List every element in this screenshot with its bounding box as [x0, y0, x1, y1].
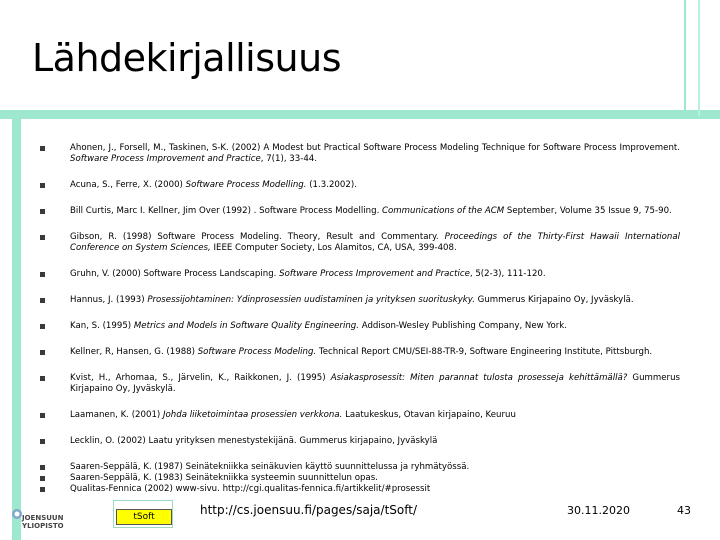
right-frame-line [684, 0, 686, 116]
reference-details: IEEE Computer Society, Los Alamitos, CA, USA, 399-408. [210, 243, 457, 253]
reference-item [40, 484, 680, 495]
reference-item [40, 232, 680, 254]
bullet-icon [40, 183, 45, 188]
bullet-icon [40, 235, 45, 240]
university-logo-text [22, 514, 64, 530]
reference-item [40, 143, 680, 165]
footer-date: 30.11.2020 [567, 504, 630, 517]
reference-details: (1.3.2002). [306, 180, 357, 190]
reference-text: Qualitas-Fennica (2002) www-sivu. http://cgi.qualitas-fennica.fi/artikkelit/#prosessit [70, 484, 431, 494]
slide-title: Lähdekirjallisuus [32, 36, 342, 80]
bullet-icon [40, 272, 45, 277]
reference-item [40, 373, 680, 395]
reference-source: Software Process Modeling. [197, 347, 317, 357]
tsoft-button[interactable]: tSoft [116, 509, 172, 525]
reference-details: , 7(1), 33-44. [260, 154, 318, 164]
reference-text: Bill Curtis, Marc I. Kellner, Jim Over (1992) . Software Process Modelling. [70, 206, 383, 216]
reference-item [40, 295, 680, 306]
reference-source: Asiakasprosessit: Miten parannat tulosta prosesseja kehittämällä? [330, 373, 628, 383]
reference-text: Gruhn, V. (2000) Software Process Landscaping. [70, 269, 280, 279]
reference-text: Gibson, R. (1998) Software Process Modeling. Theory, Result and Commentary. [70, 232, 445, 242]
reference-text: Hannus, J. (1993) [70, 295, 148, 305]
reference-source: Proceedings of the Thirty-First Hawaii International Conference on System Sciences, [70, 232, 680, 253]
reference-details: , 5(2-3), 111-120. [469, 269, 546, 279]
footer-url[interactable]: http://cs.joensuu.fi/pages/saja/tSoft/ [200, 503, 417, 517]
reference-source: Software Process Modelling. [185, 180, 307, 190]
bullet-icon [40, 324, 45, 329]
reference-list [40, 143, 680, 495]
logo-line-2: YLIOPISTO [22, 522, 64, 530]
reference-source: Metrics and Models in Software Quality Engineering. [133, 321, 359, 331]
left-accent-bar [12, 110, 21, 540]
reference-item [40, 462, 680, 473]
reference-text: Kan, S. (1995) [70, 321, 134, 331]
reference-text: Kellner, R, Hansen, G. (1988) [70, 347, 198, 357]
reference-item [40, 473, 680, 484]
bullet-icon [40, 298, 45, 303]
top-accent-bar [0, 110, 720, 119]
reference-item [40, 347, 680, 358]
reference-details: Gummerus Kirjapaino Oy, Jyväskylä. [70, 373, 681, 394]
bullet-icon [40, 476, 45, 481]
reference-text: Lecklin, O. (2002) Laatu yrityksen menestystekijänä. Gummerus kirjapaino, Jyväskylä [70, 436, 438, 446]
reference-source: Johda liiketoimintaa prosessien verkkona. [163, 410, 343, 420]
reference-item [40, 436, 680, 447]
reference-details: September, Volume 35 Issue 9, 75-90. [504, 206, 672, 216]
logo-line-1: JOENSUUN [22, 514, 64, 522]
reference-text: Laamanen, K. (2001) [70, 410, 164, 420]
reference-text: Acuna, S., Ferre, X. (2000) [70, 180, 186, 190]
reference-source: Prosessijohtaminen: Ydinprosessien uudistaminen ja yrityksen suorituskyky. [147, 295, 475, 305]
reference-text: Saaren-Seppälä, K. (1987) Seinätekniikka seinäkuvien käyttö suunnittelussa ja ryhmätyössä. [70, 462, 470, 472]
bullet-icon [40, 209, 45, 214]
bullet-icon [40, 413, 45, 418]
reference-source: Software Process Improvement and Practice [70, 154, 261, 164]
bullet-icon [40, 350, 45, 355]
reference-text: Kvist, H., Arhomaa, S., Järvelin, K., Raikkonen, J. (1995) [70, 373, 331, 383]
reference-source: Communications of the ACM [382, 206, 505, 216]
reference-item [40, 321, 680, 332]
right-frame-line-outer [698, 0, 700, 116]
bullet-icon [40, 146, 45, 151]
reference-item [40, 180, 680, 191]
bullet-icon [40, 487, 45, 492]
reference-item [40, 269, 680, 280]
reference-details: Addison-Wesley Publishing Company, New York. [358, 321, 568, 331]
page-number: 43 [677, 504, 691, 517]
reference-text: Ahonen, J., Forsell, M., Taskinen, S-K. (2002) A Modest but Practical Software Process Modeling Technique for Software Process Improvement. [70, 143, 680, 153]
bullet-icon [40, 376, 45, 381]
reference-item [40, 206, 680, 217]
reference-details: Laatukeskus, Otavan kirjapaino, Keuruu [342, 410, 516, 420]
reference-item [40, 410, 680, 421]
bullet-icon [40, 439, 45, 444]
reference-details: Gummerus Kirjapaino Oy, Jyväskylä. [474, 295, 634, 305]
reference-text: Saaren-Seppälä, K. (1983) Seinätekniikka systeemin suunnittelun opas. [70, 473, 378, 483]
reference-source: Software Process Improvement and Practice [279, 269, 470, 279]
reference-details: Technical Report CMU/SEI-88-TR-9, Software Engineering Institute, Pittsburgh. [316, 347, 653, 357]
bullet-icon [40, 465, 45, 470]
